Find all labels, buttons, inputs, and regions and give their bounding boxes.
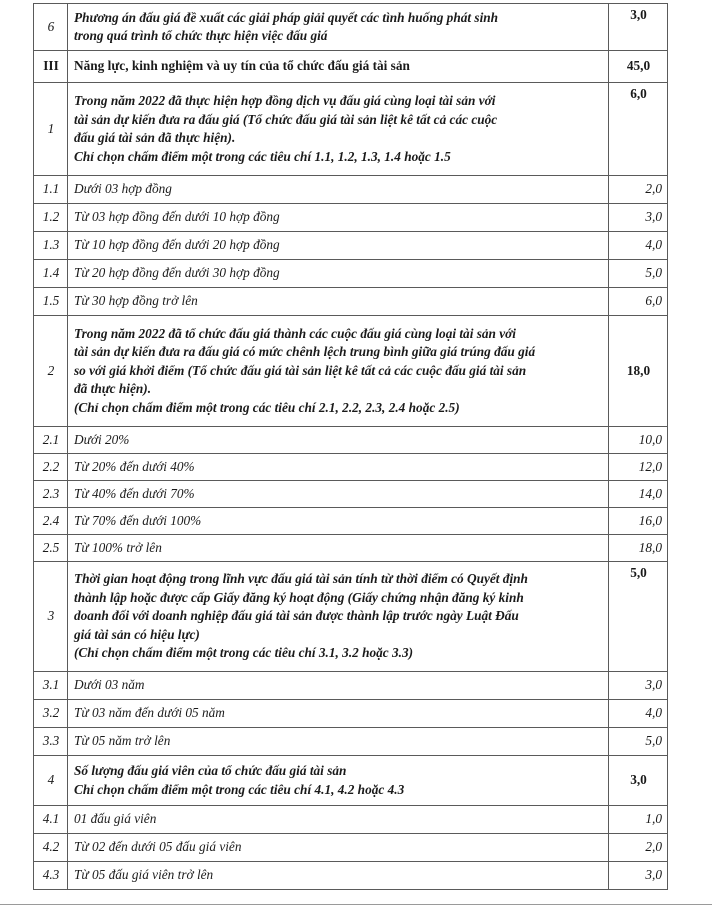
section-title: Năng lực, kinh nghiệm và uy tín của tổ chức đấu giá tài sản — [68, 51, 609, 83]
table-row — [34, 728, 668, 756]
table-row — [34, 756, 668, 806]
table-row — [34, 204, 668, 232]
subcriteria-score: 2,0 — [609, 834, 668, 862]
table-row — [34, 176, 668, 204]
subcriteria-description: Từ 20% đến dưới 40% — [68, 454, 609, 481]
subcriteria-description: Dưới 20% — [68, 427, 609, 454]
criteria-text-line: Số lượng đấu giá viên của tổ chức đấu giá tài sản — [74, 763, 347, 778]
criteria-text-line: tài sản dự kiến đưa ra đấu giá (Tổ chức đấu giá tài sản liệt kê tất cả các cuộc — [74, 111, 498, 127]
subcriteria-description: Từ 02 đến dưới 05 đấu giá viên — [68, 834, 609, 862]
criteria-text-line: tài sản dự kiến đưa ra đấu giá có mức chênh lệch trung bình giữa giá trúng đấu giá — [74, 344, 536, 360]
subcriteria-score: 10,0 — [609, 427, 668, 454]
criteria-description — [68, 756, 609, 806]
criteria-number: 2 — [34, 316, 68, 427]
criteria-description — [68, 316, 609, 427]
criteria-number: 1 — [34, 83, 68, 176]
subcriteria-score: 3,0 — [609, 204, 668, 232]
criteria-number: 4 — [34, 756, 68, 806]
criteria-note: Chỉ chọn chấm điểm một trong các tiêu chí 1.1, 1.2, 1.3, 1.4 hoặc 1.5 — [74, 148, 451, 164]
table-row — [34, 700, 668, 728]
table-row — [34, 316, 668, 427]
criteria-description — [68, 562, 609, 672]
subcriteria-score: 5,0 — [609, 260, 668, 288]
section-number: III — [34, 51, 68, 83]
subcriteria-number: 3.2 — [34, 700, 68, 728]
subcriteria-number: 3.1 — [34, 672, 68, 700]
criteria-note: (Chỉ chọn chấm điểm một trong các tiêu chí 3.1, 3.2 hoặc 3.3) — [74, 645, 414, 661]
criteria-note: Chỉ chọn chấm điểm một trong các tiêu chí 4.1, 4.2 hoặc 4.3 — [74, 781, 405, 797]
subcriteria-description: Từ 40% đến dưới 70% — [68, 481, 609, 508]
criteria-description — [68, 4, 609, 51]
subcriteria-description: Từ 03 năm đến dưới 05 năm — [68, 700, 609, 728]
criteria-text-line: thành lập hoặc được cấp Giấy đăng ký hoạt động (Giấy chứng nhận đăng ký kinh — [74, 589, 524, 605]
criteria-note: (Chỉ chọn chấm điểm một trong các tiêu chí 2.1, 2.2, 2.3, 2.4 hoặc 2.5) — [74, 399, 460, 415]
subcriteria-description: Từ 20 hợp đồng đến dưới 30 hợp đồng — [68, 260, 609, 288]
table-row — [34, 51, 668, 83]
criteria-text-line: đấu giá tài sản đã thực hiện). — [74, 130, 236, 145]
subcriteria-description: Dưới 03 năm — [68, 672, 609, 700]
table-row — [34, 288, 668, 316]
subcriteria-score: 2,0 — [609, 176, 668, 204]
subcriteria-number: 4.3 — [34, 862, 68, 890]
criteria-score: 3,0 — [609, 756, 668, 806]
table-row — [34, 834, 668, 862]
subcriteria-number: 2.3 — [34, 481, 68, 508]
subcriteria-number: 2.2 — [34, 454, 68, 481]
subcriteria-description: Dưới 03 hợp đồng — [68, 176, 609, 204]
table-row — [34, 508, 668, 535]
criteria-text-line: Thời gian hoạt động trong lĩnh vực đấu giá tài sản tính từ thời điểm có Quyết định — [74, 571, 528, 587]
subcriteria-number: 1.4 — [34, 260, 68, 288]
page-divider — [0, 904, 712, 905]
criteria-text-line: Phương án đấu giá đề xuất các giải pháp giải quyết các tình huống phát sinh — [74, 9, 499, 25]
criteria-score: 3,0 — [609, 4, 668, 51]
subcriteria-number: 1.2 — [34, 204, 68, 232]
subcriteria-number: 1.1 — [34, 176, 68, 204]
subcriteria-number: 4.2 — [34, 834, 68, 862]
table-row — [34, 862, 668, 890]
subcriteria-description: Từ 05 đấu giá viên trở lên — [68, 862, 609, 890]
subcriteria-number: 3.3 — [34, 728, 68, 756]
table-row — [34, 454, 668, 481]
subcriteria-number: 2.1 — [34, 427, 68, 454]
subcriteria-number: 2.5 — [34, 535, 68, 562]
criteria-text-line: trong quá trình tổ chức thực hiện việc đấu giá — [74, 28, 328, 43]
subcriteria-score: 1,0 — [609, 806, 668, 834]
subcriteria-score: 18,0 — [609, 535, 668, 562]
subcriteria-number: 4.1 — [34, 806, 68, 834]
subcriteria-description: 01 đấu giá viên — [68, 806, 609, 834]
subcriteria-score: 6,0 — [609, 288, 668, 316]
table-row — [34, 562, 668, 672]
table-row — [34, 83, 668, 176]
table-row — [34, 806, 668, 834]
criteria-score: 6,0 — [609, 83, 668, 176]
criteria-number: 6 — [34, 4, 68, 51]
scoring-criteria-table — [33, 3, 668, 890]
table-row — [34, 260, 668, 288]
subcriteria-score: 4,0 — [609, 232, 668, 260]
table-row — [34, 535, 668, 562]
criteria-text-line: so với giá khởi điểm (Tổ chức đấu giá tài sản liệt kê tất cả các cuộc đấu giá tài sản — [74, 362, 527, 378]
subcriteria-score: 5,0 — [609, 728, 668, 756]
subcriteria-number: 2.4 — [34, 508, 68, 535]
subcriteria-score: 16,0 — [609, 508, 668, 535]
subcriteria-number: 1.3 — [34, 232, 68, 260]
subcriteria-number: 1.5 — [34, 288, 68, 316]
table-row — [34, 481, 668, 508]
table-row — [34, 4, 668, 51]
subcriteria-score: 4,0 — [609, 700, 668, 728]
criteria-text-line: Trong năm 2022 đã thực hiện hợp đồng dịch vụ đấu giá cùng loại tài sản với — [74, 93, 496, 108]
section-score: 45,0 — [609, 51, 668, 83]
subcriteria-description: Từ 30 hợp đồng trở lên — [68, 288, 609, 316]
criteria-text-line: doanh đối với doanh nghiệp đấu giá tài sản được thành lập trước ngày Luật Đấu — [74, 608, 519, 624]
criteria-text-line: đã thực hiện). — [74, 381, 152, 397]
subcriteria-score: 3,0 — [609, 862, 668, 890]
subcriteria-description: Từ 05 năm trở lên — [68, 728, 609, 756]
criteria-number: 3 — [34, 562, 68, 672]
criteria-text-line: Trong năm 2022 đã tổ chức đấu giá thành các cuộc đấu giá cùng loại tài sản với — [74, 325, 516, 341]
subcriteria-description: Từ 100% trở lên — [68, 535, 609, 562]
criteria-score: 5,0 — [609, 562, 668, 672]
subcriteria-score: 3,0 — [609, 672, 668, 700]
criteria-score: 18,0 — [609, 316, 668, 427]
subcriteria-description: Từ 03 hợp đồng đến dưới 10 hợp đồng — [68, 204, 609, 232]
table-row — [34, 427, 668, 454]
criteria-description — [68, 83, 609, 176]
subcriteria-score: 14,0 — [609, 481, 668, 508]
table-row — [34, 232, 668, 260]
subcriteria-score: 12,0 — [609, 454, 668, 481]
criteria-text-line: giá tài sản có hiệu lực) — [74, 626, 200, 642]
table-row — [34, 672, 668, 700]
subcriteria-description: Từ 70% đến dưới 100% — [68, 508, 609, 535]
subcriteria-description: Từ 10 hợp đồng đến dưới 20 hợp đồng — [68, 232, 609, 260]
